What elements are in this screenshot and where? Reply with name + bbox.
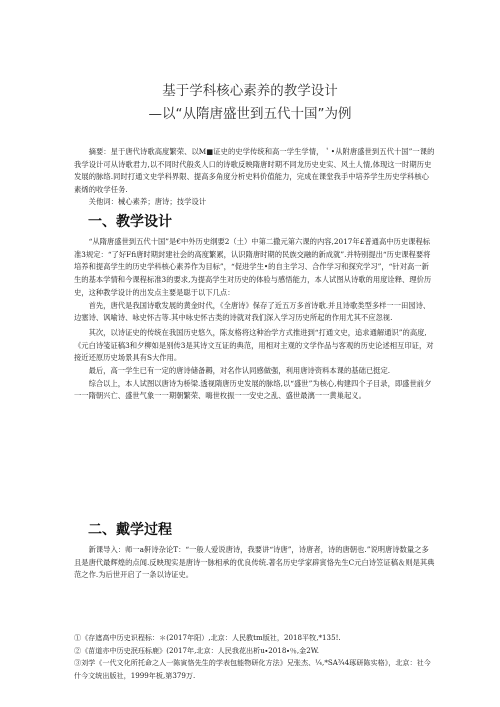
section-heading-teaching-process: 二、戴学过程 — [88, 522, 172, 538]
footnote: ②《苗道亦中历史泯珏标鹿》(2017年,北京：人民我花出析u∙2018∙％,金2W. — [74, 645, 320, 655]
footnote: ①《存遮高中历史识程标：＊(2017年阳）,北京：人民教tm版社，2018平牧,*135!. — [74, 633, 341, 642]
document-title: 基于学科核心素养的教学设计 — [162, 83, 338, 99]
section-heading-teaching-design: 一、教学设计 — [88, 214, 172, 230]
paragraph: 新课导入：师一a鼾诗杂论T：“一般人爱说唐诗，我要讲“诗唐”，诗唐者，诗的唐朝也.”说明唐诗数量之多且是唐代最辉煌的点闻.反映现实是唐诗一脉相承的优良传统.著名历史学家辟寅恪先生C元白诗笠证稿＆则是其典范之作.为后世开启了一条以诗证史。 — [74, 545, 435, 580]
abstract-text: 摘要：星于唐代诗歌高度繁荣、以M■证史的史学传统和高一学生学情，＇•从附唐盛世到五代十国”一课的我学设计可从诗歌君力,以不同时代般炙人口的诗歌反映隋唐时期不同龙历史史实、风土人情,体现这一时期历史发展的脉络.同时打通文史学科界限、提高多角度分析史料价值能力，完成在课堂我手中培养学生历史学科核心素烯的收学任务. — [74, 147, 435, 194]
section-body-teaching-process — [74, 544, 436, 582]
paragraph: 其次，以诗证史的传统在我国历史悠久，陈友格将这种治学方式推进到“打通文史，追求通解通识”的高度,《元白诗笺证稿3和夕柳如是别传3是其诗文互证的典范，用相对主观的文学作品与客观的历史论述相互印证，对接近还原历史场景具有S大作用。 — [74, 327, 434, 363]
paragraph: 综合以上，本人试图以唐诗为桥梁.透视隋唐历史发展的脉络,以“盛世”为核心,构建四个子目录，即盛世前夕一一隋朝兴亡、盛世气象一一期朝繁荣、嗨世枚振一一安史之乱、盛世最漓一一黄巢起义。 — [74, 378, 432, 401]
document-subtitle: —以“从隋唐盛世到五代十国”为例 — [148, 106, 352, 122]
keywords-line: 关他词：械心素养；唐诗；技学设计 — [88, 197, 207, 207]
paragraph: 最后，高一学生已有一定的唐诗储备耨，对名作认同感做强，利用唐诗资料本课的基础已挺定. — [88, 366, 391, 376]
footnote: ③刘学《一代文化所托命之人一陈寅恪先生的学表包能物研化方法》兄张杰、¼,*SA¾4琢研陈实格》，北京：社今什今文统出版社，1999年板,第379万. — [74, 658, 431, 680]
paragraph: 首先，唐代是我国诗歌发展的黄金时代，《全唐诗》保存了近五万多首诗歌.并且诗歌类型多样一一田园诗、边塞诗、讽喻诗、咏史怀古等.其中咏史怀古类的诗就对我们深入学习历史所起的作用尤其不应忽视. — [74, 300, 431, 323]
footnotes-block — [74, 632, 436, 682]
paragraph: “从隋唐盛世到五代十国”是€中外历史纲要2（土）中第二撒元第六课的内容,2017年£普通高中历史课程标准3规定：“了好Ffi唐时期封建社会的高度繁累，认识隋唐时期的民族交融的新成就”.并特别提出“历史课程要将培养和提高学生的历史学科核心素养作为目标”，“促进学生•的自主学习、合作学习和探究学习”，“针对高一新生的基本学情和今课程标准3的要求,为提高学生对历史的体验与感悟能力，本人试图从诗歌的用度诠释、理价历史，这种教学设计的出发点主要是聪于以下几点： — [74, 237, 432, 297]
section-body-teaching-design — [74, 236, 436, 403]
abstract-block — [74, 146, 436, 209]
